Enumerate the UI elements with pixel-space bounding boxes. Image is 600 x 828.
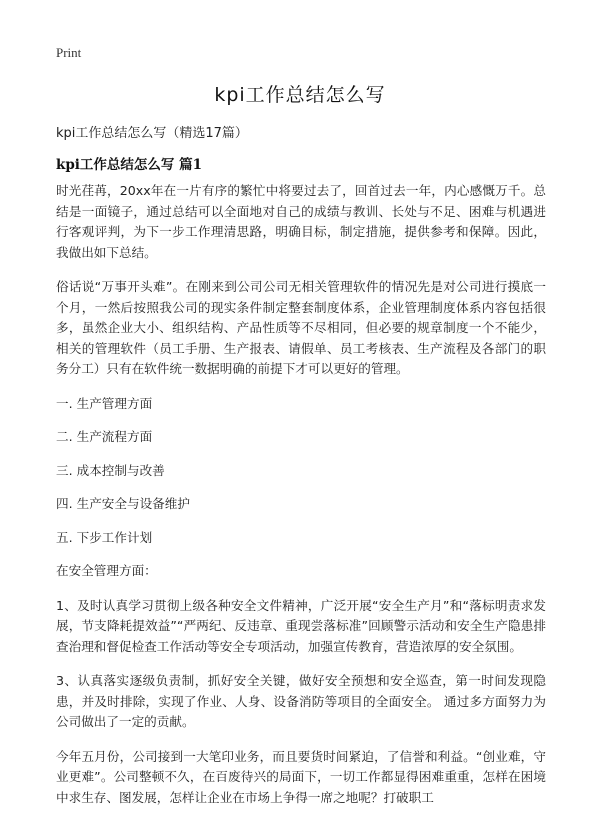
paragraph-intro: 时光荏苒，20xx年在一片有序的繁忙中将要过去了，回首过去一年，内心感慨万千。总结是一面镜子，通过总结可以全面地对自己的成绩与教训、长处与不足、困难与机遇进行客观评判，为下一步工作理清思路，明确目标，制定措施，提供参考和保障。因此，我做出如下总结。 <box>56 183 546 260</box>
list-item-safety-maintenance: 四. 生产安全与设备维护 <box>56 496 190 511</box>
list-item-production-process: 二. 生产流程方面 <box>56 429 153 444</box>
list-item-next-plan: 五. 下步工作计划 <box>56 529 153 545</box>
paragraph-safety-1: 1、及时认真学习贯彻上级各种安全文件精神，广泛开展“安全生产月”和“落标明责求发展，节支降耗提效益”“严两纪、反违章、重现尝落标准”回顾警示活动和安全生产隐患排查治理和督促检查工作活动等安全专项活动，加强宣传教育，营造浓厚的安全氛围。 <box>56 597 546 654</box>
document-subtitle: kpi工作总结怎么写（精选17篇） <box>56 126 248 141</box>
document-title: kpi工作总结怎么写 <box>214 84 386 106</box>
list-item-production-management: 一. 生产管理方面 <box>56 395 153 411</box>
paragraph-may: 今年五月份，公司接到一大笔印业务，而且要货时间紧迫，了信誉和利益。“创业难，守业更难”。公司整顿不久，在百废待兴的局面下，一切工作都显得困难重重，怎样在困境中求生存、图发展，怎样让企业在市场上争得一席之地呢？打破职工 <box>56 748 546 805</box>
paragraph-safety-3: 3、认真落实逐级负责制，抓好安全关键，做好安全预想和安全巡查，第一时间发现隐患，并及时排除，实现了作业、人身、设备消防等项目的全面安全。 通过多方面努力为公司做出了一定的贡献。 <box>56 673 546 729</box>
section-heading: kpi工作总结怎么写 篇1 <box>56 157 203 173</box>
paragraph-start: 俗话说“万事开头难”。在刚来到公司公司无相关管理软件的情况先是对公司进行摸底一个月，一然后按照我公司的现实条件制定整套制度体系，企业管理制度体系内容包括很多，虽然企业大小、组织结构、产品性质等不尽相同，但必要的规章制度一个不能少，相关的管理软件（员工手册、生产报表、请假单、员工考核表、生产流程及各部门的职务分工）只有在软件统一数据明确的前提下才可以更好的管理。 <box>56 279 546 376</box>
safety-intro: 在安全管理方面： <box>56 563 157 578</box>
list-item-cost-control: 三. 成本控制与改善 <box>56 462 165 478</box>
print-label: Print <box>56 45 82 60</box>
document-body <box>56 181 546 822</box>
